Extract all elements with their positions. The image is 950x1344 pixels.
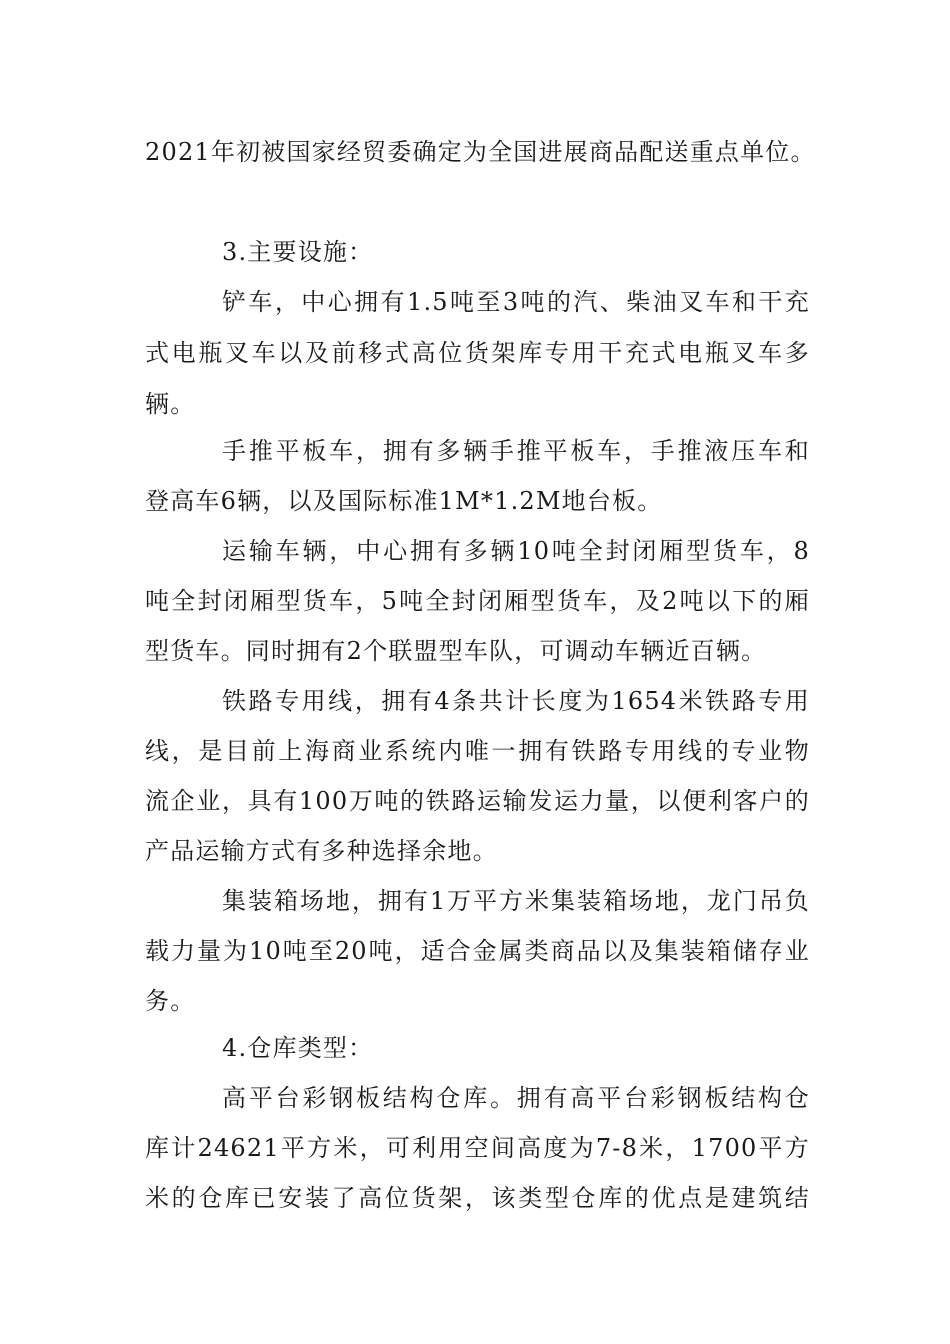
text-line: 吨全封闭厢型货车，5吨全封闭厢型货车，及2吨以下的厢 bbox=[145, 587, 810, 615]
text-line: 式电瓶叉车以及前移式高位货架库专用干充式电瓶叉车多 bbox=[145, 339, 810, 367]
text-line: 高平台彩钢板结构仓库。拥有高平台彩钢板结构仓 bbox=[222, 1084, 810, 1112]
text-line: 线，是目前上海商业系统内唯一拥有铁路专用线的专业物 bbox=[145, 737, 810, 765]
text-line: 辆。 bbox=[145, 390, 196, 418]
text-line: 务。 bbox=[145, 987, 196, 1015]
section-heading: 4.仓库类型： bbox=[222, 1034, 374, 1062]
section-heading: 3.主要设施： bbox=[222, 238, 374, 266]
text-line: 手推平板车，拥有多辆手推平板车，手推液压车和 bbox=[222, 437, 810, 465]
text-line: 流企业，具有100万吨的铁路运输发运力量，以便利客户的 bbox=[145, 787, 810, 815]
text-line: 产品运输方式有多种选择余地。 bbox=[145, 837, 498, 865]
text-line: 2021年初被国家经贸委确定为全国进展商品配送重点单位。 bbox=[145, 138, 816, 166]
text-line: 型货车。同时拥有2个联盟型车队，可调动车辆近百辆。 bbox=[145, 637, 767, 665]
text-line: 铁路专用线，拥有4条共计长度为1654米铁路专用 bbox=[222, 687, 810, 715]
text-line: 运输车辆，中心拥有多辆10吨全封闭厢型货车，8 bbox=[222, 537, 810, 565]
text-line: 登高车6辆，以及国际标准1M*1.2M地台板。 bbox=[145, 487, 663, 515]
text-line: 铲车，中心拥有1.5吨至3吨的汽、柴油叉车和干充 bbox=[222, 288, 810, 316]
text-line: 米的仓库已安装了高位货架，该类型仓库的优点是建筑结 bbox=[145, 1184, 810, 1212]
text-line: 库计24621平方米，可利用空间高度为7-8米，1700平方 bbox=[145, 1134, 810, 1162]
text-line: 集装箱场地，拥有1万平方米集装箱场地，龙门吊负 bbox=[222, 887, 810, 915]
text-line: 载力量为10吨至20吨，适合金属类商品以及集装箱储存业 bbox=[145, 937, 810, 965]
